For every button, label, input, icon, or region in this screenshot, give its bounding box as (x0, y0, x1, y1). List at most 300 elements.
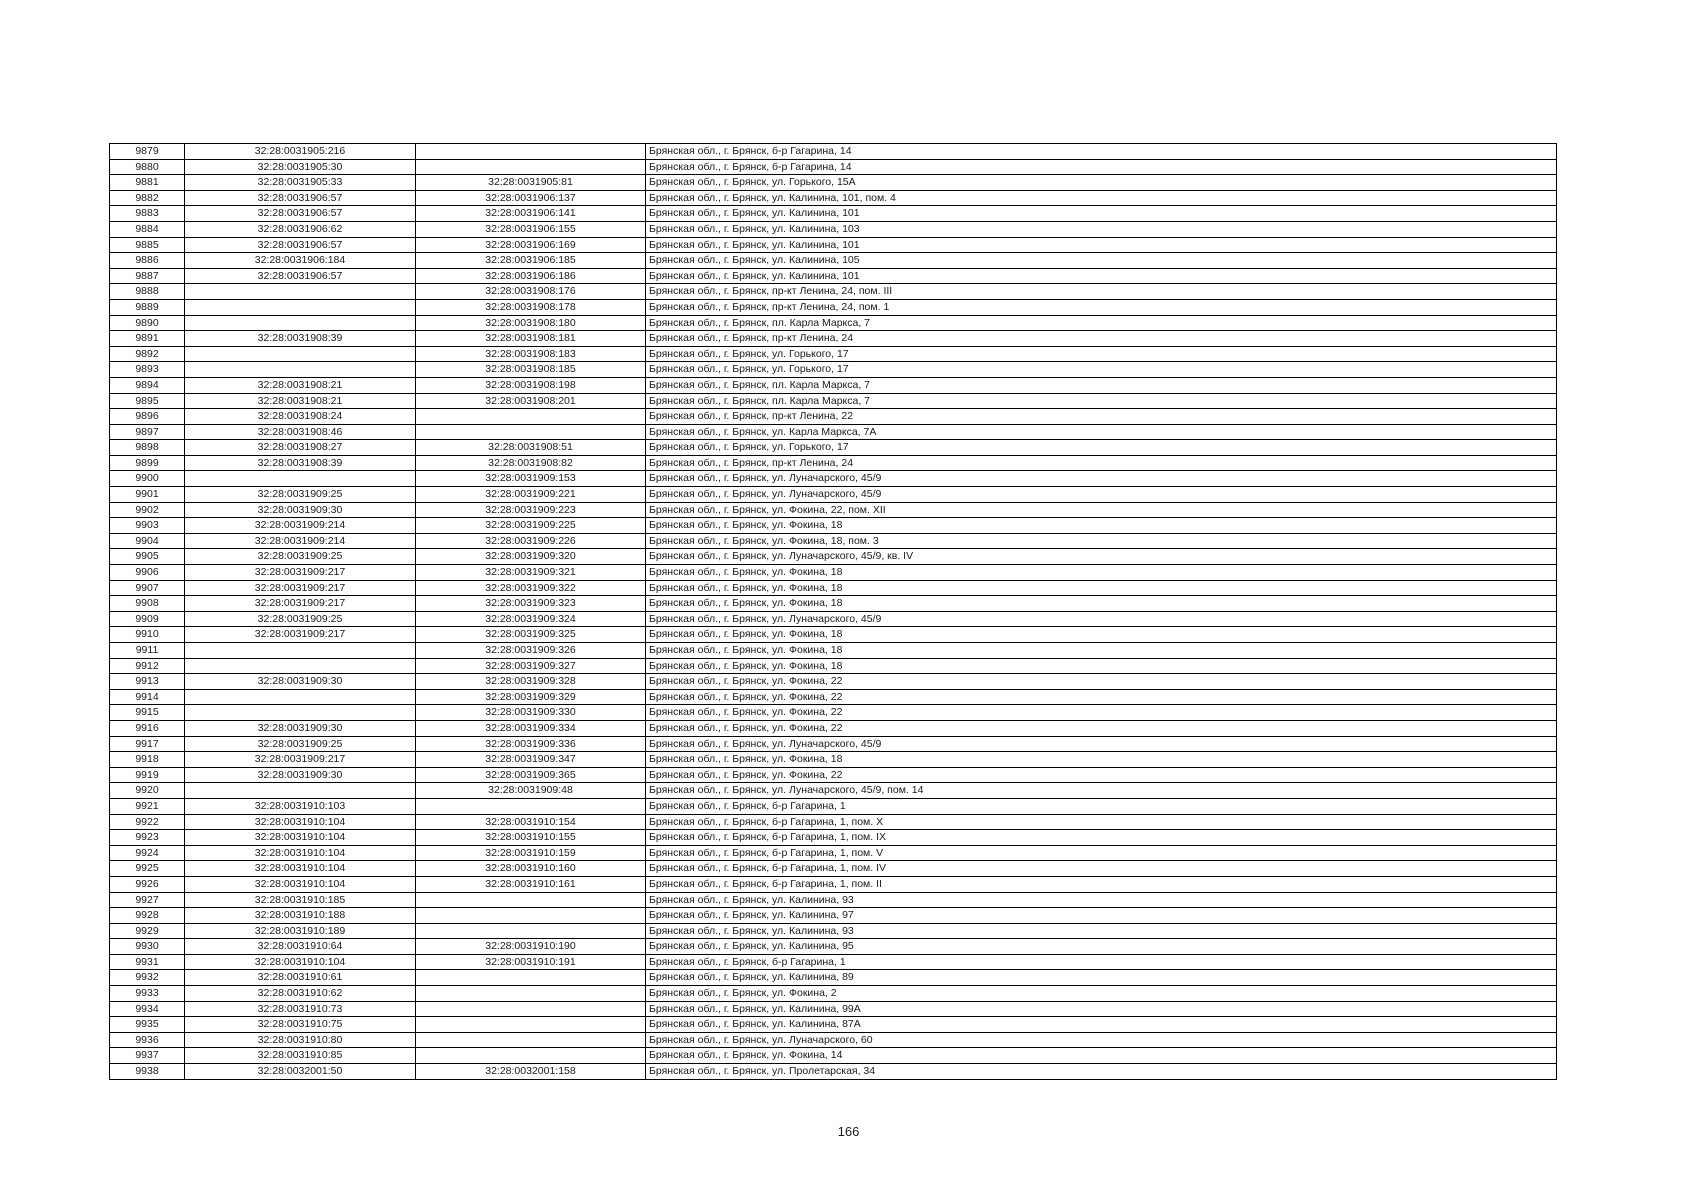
table-row (110, 159, 1557, 175)
table-row (110, 596, 1557, 612)
cadastral-number-cell: 32:28:0031910:104 (185, 954, 416, 970)
row-number-cell: 9933 (110, 986, 185, 1002)
related-cadastral-number-cell: 32:28:0031908:198 (416, 377, 646, 393)
related-cadastral-number-cell: 32:28:0031909:320 (416, 549, 646, 565)
cadastral-number-cell: 32:28:0031908:21 (185, 377, 416, 393)
related-cadastral-number-cell (416, 1048, 646, 1064)
related-cadastral-number-cell: 32:28:0031909:329 (416, 689, 646, 705)
address-cell: Брянская обл., г. Брянск, ул. Луначарского, 45/9, кв. IV (646, 549, 1557, 565)
cadastral-number-cell: 32:28:0031909:30 (185, 767, 416, 783)
row-number-cell: 9908 (110, 596, 185, 612)
address-cell: Брянская обл., г. Брянск, пл. Карла Маркса, 7 (646, 315, 1557, 331)
table-row (110, 923, 1557, 939)
cadastral-number-cell: 32:28:0031908:27 (185, 440, 416, 456)
table-row (110, 1001, 1557, 1017)
table-row (110, 736, 1557, 752)
row-number-cell: 9930 (110, 939, 185, 955)
address-cell: Брянская обл., г. Брянск, б-р Гагарина, 1, пом. II (646, 876, 1557, 892)
address-cell: Брянская обл., г. Брянск, ул. Калинина, 101, пом. 4 (646, 190, 1557, 206)
row-number-cell: 9910 (110, 627, 185, 643)
related-cadastral-number-cell: 32:28:0031906:137 (416, 190, 646, 206)
address-cell: Брянская обл., г. Брянск, пр-кт Ленина, 24 (646, 455, 1557, 471)
row-number-cell: 9885 (110, 237, 185, 253)
address-cell: Брянская обл., г. Брянск, ул. Луначарского, 60 (646, 1032, 1557, 1048)
row-number-cell: 9914 (110, 689, 185, 705)
row-number-cell: 9897 (110, 424, 185, 440)
related-cadastral-number-cell: 32:28:0031909:336 (416, 736, 646, 752)
related-cadastral-number-cell: 32:28:0031909:321 (416, 565, 646, 581)
address-cell: Брянская обл., г. Брянск, ул. Калинина, 89 (646, 970, 1557, 986)
table-row (110, 487, 1557, 503)
table-row (110, 424, 1557, 440)
row-number-cell: 9902 (110, 502, 185, 518)
cadastral-number-cell: 32:28:0031908:46 (185, 424, 416, 440)
table-row (110, 299, 1557, 315)
cadastral-number-cell: 32:28:0031910:85 (185, 1048, 416, 1064)
table-row (110, 175, 1557, 191)
table-row (110, 814, 1557, 830)
row-number-cell: 9913 (110, 674, 185, 690)
cadastral-number-cell: 32:28:0031909:217 (185, 627, 416, 643)
table-row (110, 1048, 1557, 1064)
row-number-cell: 9886 (110, 253, 185, 269)
cadastral-number-cell (185, 658, 416, 674)
row-number-cell: 9882 (110, 190, 185, 206)
address-cell: Брянская обл., г. Брянск, ул. Фокина, 22 (646, 767, 1557, 783)
cadastral-number-cell: 32:28:0031910:104 (185, 845, 416, 861)
related-cadastral-number-cell: 32:28:0031909:325 (416, 627, 646, 643)
table-row (110, 377, 1557, 393)
cadastral-number-cell: 32:28:0031909:30 (185, 720, 416, 736)
table-row (110, 861, 1557, 877)
row-number-cell: 9880 (110, 159, 185, 175)
table-row (110, 705, 1557, 721)
related-cadastral-number-cell: 32:28:0031909:221 (416, 487, 646, 503)
table-row (110, 1017, 1557, 1033)
table-row (110, 253, 1557, 269)
row-number-cell: 9918 (110, 752, 185, 768)
row-number-cell: 9917 (110, 736, 185, 752)
related-cadastral-number-cell (416, 1001, 646, 1017)
address-cell: Брянская обл., г. Брянск, ул. Луначарского, 45/9 (646, 471, 1557, 487)
row-number-cell: 9931 (110, 954, 185, 970)
related-cadastral-number-cell (416, 1032, 646, 1048)
related-cadastral-number-cell: 32:28:0031909:48 (416, 783, 646, 799)
related-cadastral-number-cell: 32:28:0031909:153 (416, 471, 646, 487)
cadastral-number-cell: 32:28:0031910:62 (185, 986, 416, 1002)
cadastral-number-cell: 32:28:0031906:57 (185, 268, 416, 284)
cadastral-number-cell: 32:28:0031910:104 (185, 830, 416, 846)
related-cadastral-number-cell (416, 1017, 646, 1033)
cadastral-number-cell: 32:28:0031905:30 (185, 159, 416, 175)
address-cell: Брянская обл., г. Брянск, ул. Калинина, 97 (646, 908, 1557, 924)
row-number-cell: 9926 (110, 876, 185, 892)
row-number-cell: 9884 (110, 221, 185, 237)
related-cadastral-number-cell (416, 908, 646, 924)
table-row (110, 908, 1557, 924)
cadastral-number-cell: 32:28:0031909:217 (185, 580, 416, 596)
address-cell: Брянская обл., г. Брянск, ул. Калинина, 105 (646, 253, 1557, 269)
table-row (110, 190, 1557, 206)
related-cadastral-number-cell: 32:28:0031910:159 (416, 845, 646, 861)
row-number-cell: 9922 (110, 814, 185, 830)
table-row (110, 144, 1557, 160)
table-row (110, 689, 1557, 705)
address-cell: Брянская обл., г. Брянск, ул. Горького, 17 (646, 362, 1557, 378)
row-number-cell: 9929 (110, 923, 185, 939)
related-cadastral-number-cell: 32:28:0031909:323 (416, 596, 646, 612)
cadastral-number-cell (185, 689, 416, 705)
address-cell: Брянская обл., г. Брянск, ул. Фокина, 18 (646, 565, 1557, 581)
address-cell: Брянская обл., г. Брянск, ул. Фокина, 22, пом. XII (646, 502, 1557, 518)
related-cadastral-number-cell: 32:28:0032001:158 (416, 1064, 646, 1080)
row-number-cell: 9895 (110, 393, 185, 409)
row-number-cell: 9909 (110, 611, 185, 627)
address-cell: Брянская обл., г. Брянск, ул. Фокина, 18 (646, 580, 1557, 596)
row-number-cell: 9938 (110, 1064, 185, 1080)
related-cadastral-number-cell: 32:28:0031909:326 (416, 643, 646, 659)
address-cell: Брянская обл., г. Брянск, ул. Калинина, 87А (646, 1017, 1557, 1033)
table-row (110, 455, 1557, 471)
cadastral-number-cell: 32:28:0031909:214 (185, 533, 416, 549)
cadastral-number-cell: 32:28:0031910:64 (185, 939, 416, 955)
cadastral-number-cell (185, 643, 416, 659)
related-cadastral-number-cell: 32:28:0031908:183 (416, 346, 646, 362)
table-row (110, 830, 1557, 846)
address-cell: Брянская обл., г. Брянск, ул. Калинина, 93 (646, 892, 1557, 908)
row-number-cell: 9906 (110, 565, 185, 581)
row-number-cell: 9904 (110, 533, 185, 549)
related-cadastral-number-cell: 32:28:0031906:155 (416, 221, 646, 237)
related-cadastral-number-cell: 32:28:0031909:334 (416, 720, 646, 736)
table-row (110, 206, 1557, 222)
address-cell: Брянская обл., г. Брянск, ул. Фокина, 18 (646, 518, 1557, 534)
row-number-cell: 9915 (110, 705, 185, 721)
related-cadastral-number-cell (416, 923, 646, 939)
related-cadastral-number-cell: 32:28:0031909:328 (416, 674, 646, 690)
row-number-cell: 9935 (110, 1017, 185, 1033)
cadastral-number-cell: 32:28:0032001:50 (185, 1064, 416, 1080)
related-cadastral-number-cell: 32:28:0031908:180 (416, 315, 646, 331)
cadastral-number-cell: 32:28:0031910:80 (185, 1032, 416, 1048)
related-cadastral-number-cell (416, 986, 646, 1002)
cadastral-number-cell: 32:28:0031909:25 (185, 487, 416, 503)
related-cadastral-number-cell: 32:28:0031908:178 (416, 299, 646, 315)
row-number-cell: 9911 (110, 643, 185, 659)
page-number: 166 (837, 1124, 860, 1139)
address-cell: Брянская обл., г. Брянск, ул. Горького, 15А (646, 175, 1557, 191)
address-cell: Брянская обл., г. Брянск, б-р Гагарина, 14 (646, 144, 1557, 160)
cadastral-number-cell: 32:28:0031909:214 (185, 518, 416, 534)
address-cell: Брянская обл., г. Брянск, пр-кт Ленина, 24 (646, 331, 1557, 347)
table-row (110, 986, 1557, 1002)
cadastral-number-cell: 32:28:0031905:216 (185, 144, 416, 160)
related-cadastral-number-cell: 32:28:0031909:324 (416, 611, 646, 627)
address-cell: Брянская обл., г. Брянск, ул. Горького, 17 (646, 346, 1557, 362)
address-cell: Брянская обл., г. Брянск, ул. Фокина, 18 (646, 658, 1557, 674)
row-number-cell: 9921 (110, 798, 185, 814)
row-number-cell: 9892 (110, 346, 185, 362)
row-number-cell: 9923 (110, 830, 185, 846)
cadastral-number-cell: 32:28:0031910:188 (185, 908, 416, 924)
address-cell: Брянская обл., г. Брянск, б-р Гагарина, 1, пом. IV (646, 861, 1557, 877)
row-number-cell: 9883 (110, 206, 185, 222)
related-cadastral-number-cell: 32:28:0031910:161 (416, 876, 646, 892)
cadastral-number-cell: 32:28:0031909:217 (185, 752, 416, 768)
address-cell: Брянская обл., г. Брянск, пл. Карла Маркса, 7 (646, 377, 1557, 393)
related-cadastral-number-cell: 32:28:0031910:190 (416, 939, 646, 955)
row-number-cell: 9893 (110, 362, 185, 378)
address-cell: Брянская обл., г. Брянск, ул. Горького, 17 (646, 440, 1557, 456)
related-cadastral-number-cell: 32:28:0031905:81 (416, 175, 646, 191)
row-number-cell: 9937 (110, 1048, 185, 1064)
row-number-cell: 9934 (110, 1001, 185, 1017)
row-number-cell: 9912 (110, 658, 185, 674)
table-row (110, 674, 1557, 690)
address-cell: Брянская обл., г. Брянск, ул. Карла Маркса, 7А (646, 424, 1557, 440)
table-row (110, 658, 1557, 674)
related-cadastral-number-cell: 32:28:0031909:365 (416, 767, 646, 783)
row-number-cell: 9891 (110, 331, 185, 347)
table-row (110, 720, 1557, 736)
table-row (110, 643, 1557, 659)
table-row (110, 284, 1557, 300)
registry-table (109, 143, 1557, 1080)
address-cell: Брянская обл., г. Брянск, ул. Фокина, 18 (646, 596, 1557, 612)
address-cell: Брянская обл., г. Брянск, б-р Гагарина, 1 (646, 954, 1557, 970)
row-number-cell: 9905 (110, 549, 185, 565)
address-cell: Брянская обл., г. Брянск, ул. Калинина, 99А (646, 1001, 1557, 1017)
table-row (110, 346, 1557, 362)
related-cadastral-number-cell (416, 409, 646, 425)
address-cell: Брянская обл., г. Брянск, ул. Фокина, 22 (646, 720, 1557, 736)
cadastral-number-cell: 32:28:0031909:217 (185, 565, 416, 581)
address-cell: Брянская обл., г. Брянск, б-р Гагарина, 1, пом. IX (646, 830, 1557, 846)
address-cell: Брянская обл., г. Брянск, ул. Фокина, 18 (646, 752, 1557, 768)
row-number-cell: 9928 (110, 908, 185, 924)
table-row (110, 627, 1557, 643)
row-number-cell: 9903 (110, 518, 185, 534)
related-cadastral-number-cell: 32:28:0031908:185 (416, 362, 646, 378)
cadastral-number-cell: 32:28:0031906:57 (185, 190, 416, 206)
row-number-cell: 9896 (110, 409, 185, 425)
table-row (110, 798, 1557, 814)
address-cell: Брянская обл., г. Брянск, пр-кт Ленина, 22 (646, 409, 1557, 425)
table-row (110, 892, 1557, 908)
row-number-cell: 9901 (110, 487, 185, 503)
table-row (110, 1032, 1557, 1048)
cadastral-number-cell: 32:28:0031909:25 (185, 549, 416, 565)
address-cell: Брянская обл., г. Брянск, пр-кт Ленина, 24, пом. III (646, 284, 1557, 300)
cadastral-number-cell (185, 705, 416, 721)
table-row (110, 315, 1557, 331)
related-cadastral-number-cell: 32:28:0031910:154 (416, 814, 646, 830)
related-cadastral-number-cell (416, 970, 646, 986)
related-cadastral-number-cell: 32:28:0031909:322 (416, 580, 646, 596)
address-cell: Брянская обл., г. Брянск, ул. Калинина, 101 (646, 237, 1557, 253)
row-number-cell: 9920 (110, 783, 185, 799)
cadastral-number-cell: 32:28:0031908:24 (185, 409, 416, 425)
table-row (110, 471, 1557, 487)
table-row (110, 939, 1557, 955)
table-row (110, 1064, 1557, 1080)
related-cadastral-number-cell (416, 798, 646, 814)
row-number-cell: 9881 (110, 175, 185, 191)
cadastral-number-cell: 32:28:0031906:62 (185, 221, 416, 237)
row-number-cell: 9907 (110, 580, 185, 596)
cadastral-number-cell (185, 315, 416, 331)
related-cadastral-number-cell: 32:28:0031906:141 (416, 206, 646, 222)
cadastral-number-cell: 32:28:0031910:189 (185, 923, 416, 939)
address-cell: Брянская обл., г. Брянск, ул. Калинина, 95 (646, 939, 1557, 955)
row-number-cell: 9887 (110, 268, 185, 284)
row-number-cell: 9900 (110, 471, 185, 487)
cadastral-number-cell: 32:28:0031909:30 (185, 674, 416, 690)
row-number-cell: 9890 (110, 315, 185, 331)
address-cell: Брянская обл., г. Брянск, б-р Гагарина, 14 (646, 159, 1557, 175)
related-cadastral-number-cell (416, 424, 646, 440)
related-cadastral-number-cell: 32:28:0031909:347 (416, 752, 646, 768)
cadastral-number-cell: 32:28:0031909:25 (185, 611, 416, 627)
address-cell: Брянская обл., г. Брянск, ул. Фокина, 22 (646, 674, 1557, 690)
registry-table-body (110, 144, 1557, 1080)
related-cadastral-number-cell: 32:28:0031909:223 (416, 502, 646, 518)
row-number-cell: 9932 (110, 970, 185, 986)
related-cadastral-number-cell: 32:28:0031906:185 (416, 253, 646, 269)
related-cadastral-number-cell: 32:28:0031910:191 (416, 954, 646, 970)
cadastral-number-cell: 32:28:0031909:30 (185, 502, 416, 518)
cadastral-number-cell: 32:28:0031909:25 (185, 736, 416, 752)
table-row (110, 611, 1557, 627)
row-number-cell: 9898 (110, 440, 185, 456)
row-number-cell: 9936 (110, 1032, 185, 1048)
related-cadastral-number-cell: 32:28:0031909:225 (416, 518, 646, 534)
table-row (110, 221, 1557, 237)
table-row (110, 783, 1557, 799)
cadastral-number-cell: 32:28:0031905:33 (185, 175, 416, 191)
address-cell: Брянская обл., г. Брянск, ул. Фокина, 22 (646, 705, 1557, 721)
related-cadastral-number-cell: 32:28:0031908:82 (416, 455, 646, 471)
table-row (110, 876, 1557, 892)
cadastral-number-cell (185, 346, 416, 362)
table-row (110, 362, 1557, 378)
row-number-cell: 9889 (110, 299, 185, 315)
address-cell: Брянская обл., г. Брянск, ул. Фокина, 18, пом. 3 (646, 533, 1557, 549)
address-cell: Брянская обл., г. Брянск, ул. Калинина, 101 (646, 206, 1557, 222)
table-row (110, 518, 1557, 534)
table-row (110, 268, 1557, 284)
row-number-cell: 9894 (110, 377, 185, 393)
table-row (110, 331, 1557, 347)
cadastral-number-cell: 32:28:0031910:104 (185, 814, 416, 830)
cadastral-number-cell: 32:28:0031910:73 (185, 1001, 416, 1017)
cadastral-number-cell: 32:28:0031908:39 (185, 331, 416, 347)
table-row (110, 237, 1557, 253)
cadastral-number-cell: 32:28:0031910:104 (185, 861, 416, 877)
table-row (110, 970, 1557, 986)
related-cadastral-number-cell: 32:28:0031909:226 (416, 533, 646, 549)
related-cadastral-number-cell: 32:28:0031908:176 (416, 284, 646, 300)
address-cell: Брянская обл., г. Брянск, ул. Луначарского, 45/9 (646, 611, 1557, 627)
table-row (110, 845, 1557, 861)
address-cell: Брянская обл., г. Брянск, ул. Пролетарская, 34 (646, 1064, 1557, 1080)
cadastral-number-cell: 32:28:0031910:104 (185, 876, 416, 892)
cadastral-number-cell: 32:28:0031908:21 (185, 393, 416, 409)
row-number-cell: 9919 (110, 767, 185, 783)
cadastral-number-cell (185, 783, 416, 799)
table-row (110, 580, 1557, 596)
address-cell: Брянская обл., г. Брянск, ул. Фокина, 18 (646, 627, 1557, 643)
cadastral-number-cell: 32:28:0031910:103 (185, 798, 416, 814)
cadastral-number-cell: 32:28:0031908:39 (185, 455, 416, 471)
cadastral-number-cell: 32:28:0031906:57 (185, 237, 416, 253)
table-row (110, 767, 1557, 783)
row-number-cell: 9927 (110, 892, 185, 908)
address-cell: Брянская обл., г. Брянск, б-р Гагарина, 1, пом. X (646, 814, 1557, 830)
address-cell: Брянская обл., г. Брянск, б-р Гагарина, 1 (646, 798, 1557, 814)
cadastral-number-cell: 32:28:0031910:185 (185, 892, 416, 908)
address-cell: Брянская обл., г. Брянск, ул. Калинина, 103 (646, 221, 1557, 237)
cadastral-number-cell (185, 362, 416, 378)
table-row (110, 565, 1557, 581)
table-row (110, 533, 1557, 549)
related-cadastral-number-cell: 32:28:0031910:155 (416, 830, 646, 846)
related-cadastral-number-cell: 32:28:0031909:330 (416, 705, 646, 721)
row-number-cell: 9916 (110, 720, 185, 736)
row-number-cell: 9879 (110, 144, 185, 160)
table-row (110, 393, 1557, 409)
cadastral-number-cell (185, 299, 416, 315)
cadastral-number-cell (185, 284, 416, 300)
table-row (110, 752, 1557, 768)
related-cadastral-number-cell: 32:28:0031908:51 (416, 440, 646, 456)
row-number-cell: 9925 (110, 861, 185, 877)
address-cell: Брянская обл., г. Брянск, ул. Фокина, 2 (646, 986, 1557, 1002)
cadastral-number-cell: 32:28:0031906:184 (185, 253, 416, 269)
table-row (110, 409, 1557, 425)
address-cell: Брянская обл., г. Брянск, ул. Фокина, 14 (646, 1048, 1557, 1064)
address-cell: Брянская обл., г. Брянск, ул. Луначарского, 45/9, пом. 14 (646, 783, 1557, 799)
address-cell: Брянская обл., г. Брянск, ул. Калинина, 93 (646, 923, 1557, 939)
address-cell: Брянская обл., г. Брянск, пл. Карла Маркса, 7 (646, 393, 1557, 409)
address-cell: Брянская обл., г. Брянск, ул. Луначарского, 45/9 (646, 736, 1557, 752)
address-cell: Брянская обл., г. Брянск, б-р Гагарина, 1, пом. V (646, 845, 1557, 861)
cadastral-number-cell: 32:28:0031906:57 (185, 206, 416, 222)
table-row (110, 549, 1557, 565)
address-cell: Брянская обл., г. Брянск, ул. Фокина, 18 (646, 643, 1557, 659)
cadastral-number-cell: 32:28:0031910:75 (185, 1017, 416, 1033)
related-cadastral-number-cell: 32:28:0031909:327 (416, 658, 646, 674)
related-cadastral-number-cell: 32:28:0031906:169 (416, 237, 646, 253)
cadastral-number-cell: 32:28:0031909:217 (185, 596, 416, 612)
row-number-cell: 9924 (110, 845, 185, 861)
address-cell: Брянская обл., г. Брянск, пр-кт Ленина, 24, пом. 1 (646, 299, 1557, 315)
related-cadastral-number-cell: 32:28:0031910:160 (416, 861, 646, 877)
address-cell: Брянская обл., г. Брянск, ул. Калинина, 101 (646, 268, 1557, 284)
address-cell: Брянская обл., г. Брянск, ул. Фокина, 22 (646, 689, 1557, 705)
cadastral-number-cell (185, 471, 416, 487)
related-cadastral-number-cell (416, 892, 646, 908)
cadastral-number-cell: 32:28:0031910:61 (185, 970, 416, 986)
table-row (110, 440, 1557, 456)
related-cadastral-number-cell: 32:28:0031906:186 (416, 268, 646, 284)
row-number-cell: 9888 (110, 284, 185, 300)
related-cadastral-number-cell: 32:28:0031908:181 (416, 331, 646, 347)
related-cadastral-number-cell: 32:28:0031908:201 (416, 393, 646, 409)
table-row (110, 502, 1557, 518)
row-number-cell: 9899 (110, 455, 185, 471)
table-row (110, 954, 1557, 970)
